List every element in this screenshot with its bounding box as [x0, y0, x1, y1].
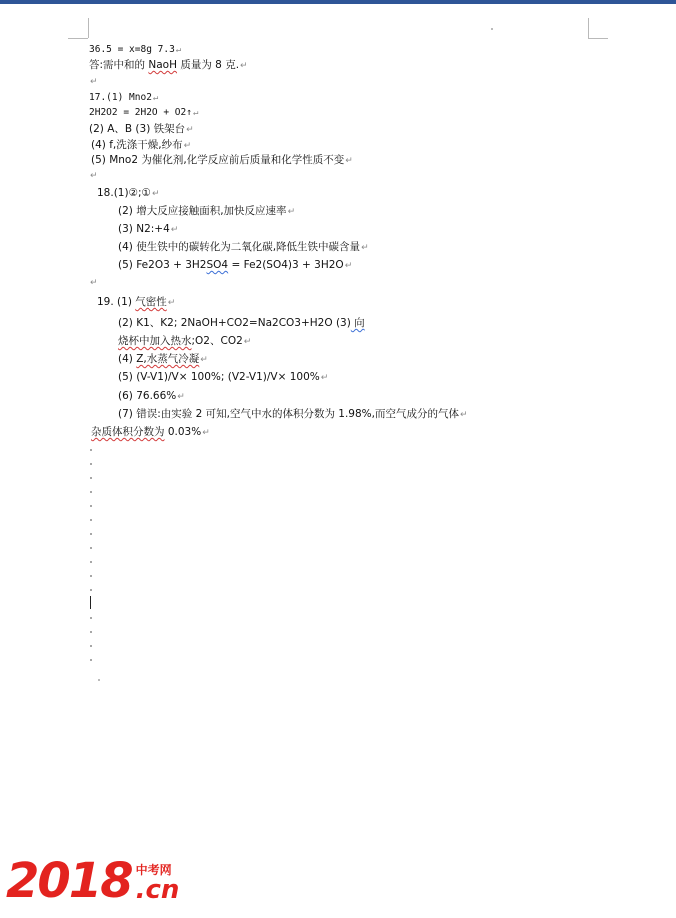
paragraph-mark: ↵	[90, 171, 98, 181]
line-text: 0.03%	[164, 426, 202, 438]
paragraph-mark: ↵	[192, 108, 199, 118]
line-text: (4) 使生铁中的碳转化为二氧化碳,降低生铁中碳含量	[118, 241, 361, 253]
doc-line-19-4[interactable]	[118, 352, 208, 367]
watermark-logo	[6, 853, 180, 909]
paragraph-mark: ↵	[183, 141, 192, 151]
paragraph-mark: ↵	[345, 156, 353, 166]
crop-mark-top-left-horizontal	[68, 38, 88, 39]
doc-line-19-7-cont[interactable]	[91, 425, 210, 440]
line-text: (3) N2:+4	[118, 223, 170, 235]
logo-year: 2018	[6, 853, 132, 909]
grammar-check-word[interactable]: SO4	[206, 259, 229, 271]
empty-mark-dot	[90, 617, 92, 619]
empty-mark-dot	[90, 505, 92, 507]
doc-line-answer-naoh[interactable]	[89, 58, 248, 73]
paragraph-mark: ↵	[361, 243, 369, 253]
empty-mark-dot	[90, 519, 92, 521]
doc-line-18-3[interactable]	[118, 222, 178, 237]
paragraph-mark: ↵	[90, 77, 98, 87]
doc-line-19-1[interactable]	[97, 295, 175, 310]
line-text: (5) (V-V1)/V× 100%; (V2-V1)/V× 100%	[118, 371, 320, 383]
line-text: (6) 76.66%	[118, 390, 177, 402]
grammar-check-word[interactable]: 向	[350, 317, 365, 329]
doc-line-19-3-cont[interactable]	[118, 334, 251, 349]
crop-mark-top-left	[88, 18, 89, 38]
line-text: 19. (1)	[97, 296, 136, 308]
paragraph-mark: ↵	[200, 355, 208, 365]
line-text: 2H2O2 = 2H2O + O2↑	[89, 107, 192, 118]
paragraph-mark: ↵	[152, 93, 159, 103]
line-text: 18.(1)②;①	[97, 187, 151, 199]
line-text: ;O2、CO2	[191, 335, 243, 347]
paragraph-mark: ↵	[170, 225, 179, 235]
logo-domain: .cn	[135, 875, 180, 905]
crop-mark-top-right	[588, 18, 589, 38]
paragraph-mark: ↵	[175, 45, 182, 55]
doc-line-18-4[interactable]	[118, 240, 369, 255]
doc-line-36-5[interactable]	[89, 43, 181, 57]
paragraph-mark: ↵	[243, 337, 252, 347]
line-text: = Fe2(SO4)3 + 3H2O	[228, 259, 344, 271]
empty-mark-dot	[90, 463, 92, 465]
spellcheck-word[interactable]: 杂质体积分数为	[91, 426, 165, 438]
empty-paragraph[interactable]	[89, 168, 98, 183]
paragraph-mark: ↵	[240, 61, 248, 71]
paragraph-mark: ↵	[177, 392, 185, 402]
line-text: 36.5 = x=8g 7.3	[89, 44, 175, 55]
paragraph-mark: ↵	[459, 410, 468, 420]
paragraph-mark: ↵	[151, 189, 160, 199]
line-text: 质量为 8 克.	[177, 59, 240, 71]
logo-side-text	[136, 864, 180, 905]
line-text: (5) Fe2O3 + 3H2	[118, 259, 207, 271]
crop-mark-top-right-horizontal	[588, 38, 608, 39]
logo-site-name: 中考网	[135, 863, 172, 877]
doc-line-18-1[interactable]	[97, 186, 159, 201]
spellcheck-word[interactable]: NaoH	[148, 59, 177, 71]
line-text: 答:需中和的	[89, 59, 149, 71]
doc-line-equation-h2o2[interactable]	[89, 106, 198, 120]
doc-line-19-2[interactable]	[118, 316, 365, 330]
line-text: (7) 错误:由实验 2 可知,空气中水的体积分数为 1.98%,而空气成分的气体	[118, 408, 459, 420]
spellcheck-word[interactable]: 烧杯中加入热水	[118, 335, 192, 347]
stray-dot	[491, 28, 493, 30]
doc-line-18-5[interactable]	[118, 258, 352, 273]
paragraph-mark: ↵	[167, 298, 176, 308]
line-text: (2) A、B (3) 铁架台	[89, 123, 186, 135]
doc-line-17-4[interactable]	[91, 138, 191, 153]
empty-mark-dot	[90, 645, 92, 647]
spellcheck-word[interactable]: Z,水蒸气冷凝	[136, 353, 200, 365]
paragraph-mark: ↵	[90, 278, 98, 288]
doc-line-17-1[interactable]	[89, 91, 158, 105]
empty-paragraph[interactable]	[89, 74, 98, 89]
doc-line-19-5[interactable]	[118, 370, 328, 385]
doc-line-17-2-3[interactable]	[89, 122, 194, 137]
empty-mark-dot	[90, 561, 92, 563]
empty-mark-dot	[90, 547, 92, 549]
empty-mark-dot	[90, 631, 92, 633]
empty-mark-dot	[90, 589, 92, 591]
empty-mark-dot	[90, 575, 92, 577]
text-cursor	[90, 596, 91, 609]
empty-mark-dot	[90, 659, 92, 661]
empty-paragraph[interactable]	[89, 275, 98, 290]
stray-dot	[98, 679, 100, 681]
line-text: (2) K1、K2; 2NaOH+CO2=Na2CO3+H2O (3)	[118, 317, 351, 329]
doc-line-19-7[interactable]	[118, 407, 468, 422]
paragraph-mark: ↵	[186, 125, 194, 135]
window-top-bar	[0, 0, 676, 4]
paragraph-mark: ↵	[320, 373, 329, 383]
paragraph-mark: ↵	[344, 261, 353, 271]
empty-mark-dot	[90, 449, 92, 451]
paragraph-mark: ↵	[202, 428, 210, 438]
doc-line-17-5[interactable]	[91, 153, 353, 168]
doc-line-19-6[interactable]	[118, 389, 185, 404]
line-text: (5) Mno2 为催化剂,化学反应前后质量和化学性质不变	[91, 154, 345, 166]
empty-mark-dot	[90, 477, 92, 479]
paragraph-mark: ↵	[287, 207, 296, 217]
line-text: (4)	[118, 353, 137, 365]
line-text: (2) 增大反应接触面积,加快反应速率	[118, 205, 287, 217]
line-text: 17.(1) Mno2	[89, 92, 152, 103]
line-text: (4) f,洗涤干燥,纱布	[91, 139, 183, 151]
empty-mark-dot	[90, 533, 92, 535]
spellcheck-word[interactable]: 气密性	[135, 296, 167, 308]
empty-mark-dot	[90, 491, 92, 493]
doc-line-18-2[interactable]	[118, 204, 295, 219]
